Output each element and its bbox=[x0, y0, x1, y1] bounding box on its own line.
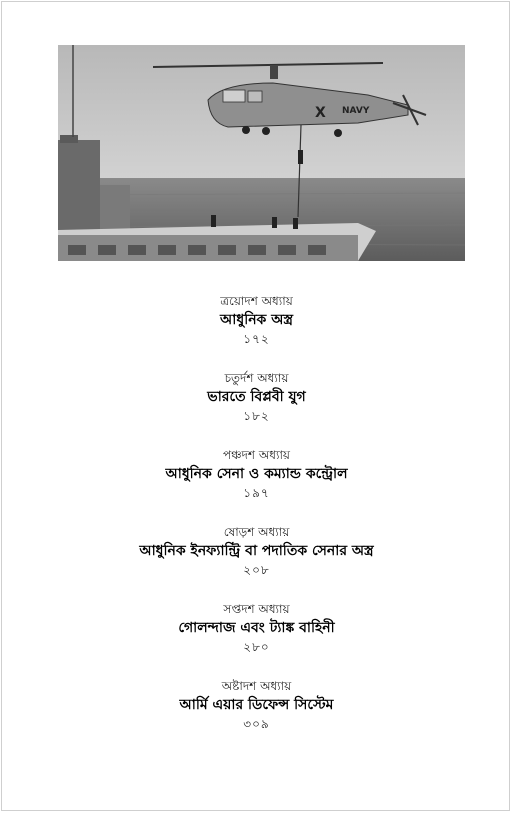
chapter-entry bbox=[0, 292, 513, 369]
chapter-page-number: ১৮২ bbox=[243, 409, 270, 423]
chapter-label: অষ্টাদশ অধ্যায় bbox=[221, 679, 292, 693]
chapter-page-number: ১৭২ bbox=[243, 332, 270, 346]
chapter-title: আধুনিক ইনফ্যান্ট্রি বা পদাতিক সেনার অস্ত্র bbox=[139, 543, 374, 559]
chapter-title: আধুনিক সেনা ও কম্যান্ড কন্ট্রোল bbox=[165, 466, 348, 482]
chapter-title: আধুনিক অস্ত্র bbox=[220, 312, 293, 328]
chapter-page-number: ২৮০ bbox=[243, 640, 270, 654]
chapter-label: ষোড়শ অধ্যায় bbox=[223, 525, 290, 539]
chapter-entry bbox=[0, 523, 513, 600]
chapter-label: পঞ্চদশ অধ্যায় bbox=[223, 448, 290, 462]
chapter-entry bbox=[0, 446, 513, 523]
helicopter-photo bbox=[58, 45, 465, 261]
chapter-label: সপ্তদশ অধ্যায় bbox=[223, 602, 290, 616]
chapter-page-number: ১৯৭ bbox=[243, 486, 270, 500]
chapter-page-number: ৩০৯ bbox=[243, 717, 270, 731]
table-of-contents bbox=[0, 292, 513, 754]
chapter-label: ত্রয়োদশ অধ্যায় bbox=[220, 294, 293, 308]
helicopter-marking: NAVY bbox=[342, 106, 370, 116]
chapter-title: গোলন্দাজ এবং ট্যাঙ্ক বাহিনী bbox=[178, 620, 335, 636]
chapter-entry bbox=[0, 677, 513, 754]
chapter-title: ভারতে বিপ্লবী যুগ bbox=[207, 389, 306, 405]
chapter-page-number: ২০৮ bbox=[243, 563, 270, 577]
chapter-label: চতুর্দশ অধ্যায় bbox=[224, 371, 289, 385]
chapter-entry bbox=[0, 600, 513, 677]
chapter-entry bbox=[0, 369, 513, 446]
helicopter-letter: X bbox=[315, 105, 326, 121]
chapter-title: আর্মি এয়ার ডিফেন্স সিস্টেম bbox=[179, 697, 334, 713]
